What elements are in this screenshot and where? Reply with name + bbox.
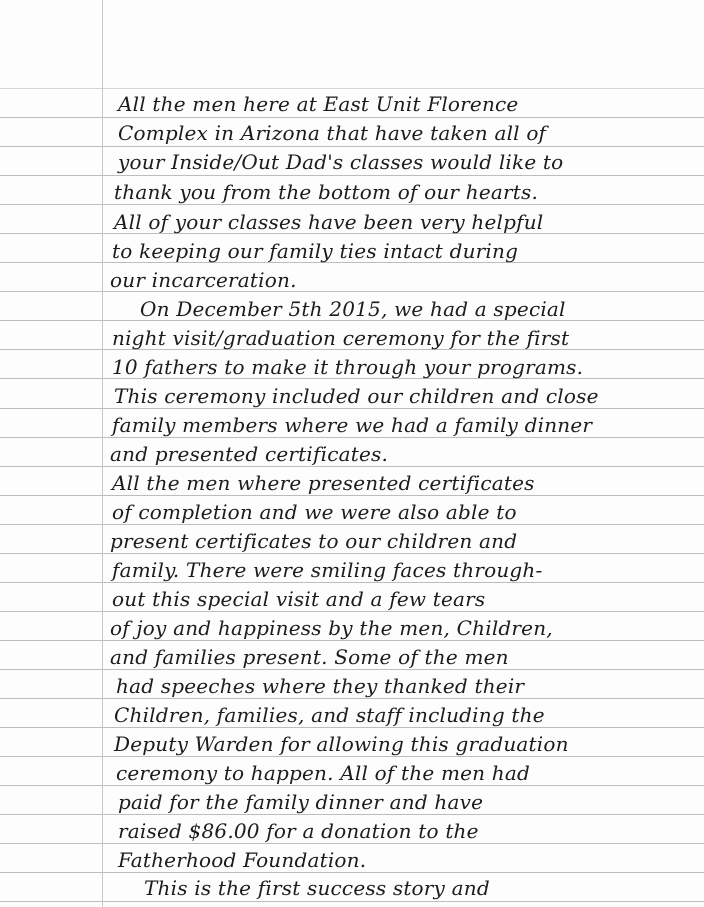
letter-line: thank you from the bottom of our hearts. (114, 180, 538, 204)
letter-line: On December 5th 2015, we had a special (140, 297, 566, 321)
ruled-line (0, 814, 704, 815)
letter-line: night visit/graduation ceremony for the first (112, 326, 570, 350)
letter-line: All the men where presented certificates (112, 471, 535, 495)
letter-line: paid for the family dinner and have (118, 790, 484, 814)
letter-line: to keeping our family ties intact during (112, 239, 519, 263)
letter-line: 10 fathers to make it through your programs. (112, 355, 584, 379)
ruled-line (0, 146, 704, 147)
ruled-line (0, 669, 704, 670)
ruled-line (0, 204, 704, 205)
ruled-line (0, 901, 704, 902)
ruled-line (0, 727, 704, 728)
ruled-line (0, 756, 704, 757)
letter-line: family. There were smiling faces through- (112, 558, 543, 582)
letter-line: Deputy Warden for allowing this graduation (114, 732, 569, 756)
letter-line: our incarceration. (110, 268, 297, 292)
ruled-line (0, 524, 704, 525)
ruled-line (0, 611, 704, 612)
ruled-line (0, 408, 704, 409)
letter-line: All the men here at East Unit Florence (118, 92, 519, 116)
letter-line: Children, families, and staff including the (114, 703, 545, 727)
letter-line: family members where we had a family dinner (112, 413, 593, 437)
letter-line: raised $86.00 for a donation to the (118, 819, 479, 843)
letter-line: Fatherhood Foundation. (118, 848, 367, 872)
letter-line: ceremony to happen. All of the men had (116, 761, 531, 785)
ruled-line (0, 175, 704, 176)
letter-line: of joy and happiness by the men, Children, (110, 616, 553, 640)
letter-line: out this special visit and a few tears (112, 587, 486, 611)
margin-line (102, 0, 103, 907)
letter-line: All of your classes have been very helpful (114, 210, 544, 234)
ruled-line (0, 785, 704, 786)
letter-line: present certificates to our children and (110, 529, 518, 553)
ruled-line (0, 437, 704, 438)
ruled-line (0, 582, 704, 583)
letter-line: and presented certificates. (110, 442, 389, 466)
letter-line: and families present. Some of the men (110, 645, 509, 669)
ruled-line (0, 553, 704, 554)
letter-line: This is the first success story and (144, 876, 490, 900)
header-rule (0, 88, 704, 89)
ruled-line (0, 117, 704, 118)
ruled-line (0, 291, 704, 292)
letter-line: This ceremony included our children and close (114, 384, 599, 408)
letter-line: had speeches where they thanked their (116, 674, 525, 698)
letter-line: of completion and we were also able to (112, 500, 517, 524)
letter-line: your Inside/Out Dad's classes would like to (118, 150, 564, 174)
ruled-line (0, 495, 704, 496)
ruled-line (0, 872, 704, 873)
ruled-line (0, 640, 704, 641)
letter-line: Complex in Arizona that have taken all of (118, 121, 547, 145)
ruled-line (0, 466, 704, 467)
ruled-line (0, 843, 704, 844)
ruled-line (0, 698, 704, 699)
